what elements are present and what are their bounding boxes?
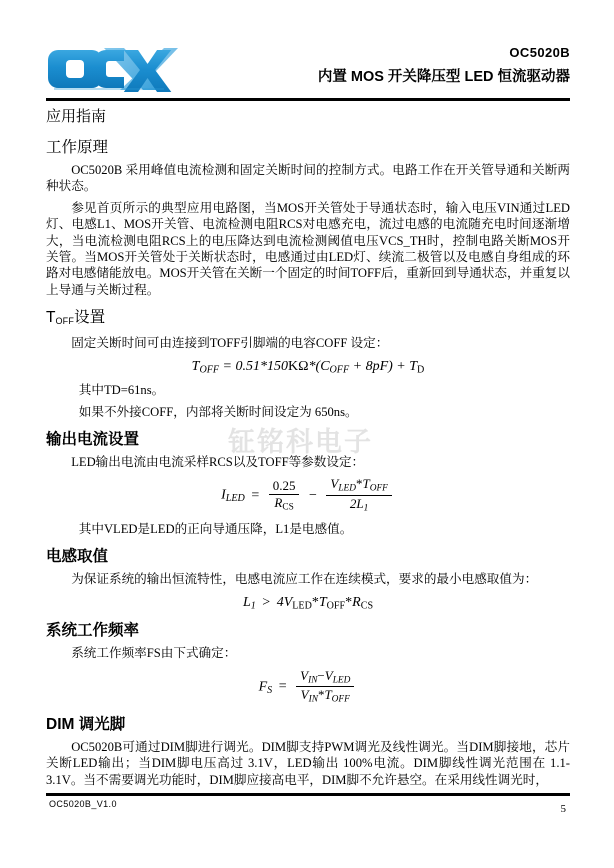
formula-toff-rhs-f-sub: D — [417, 364, 425, 376]
formula-iled-equals: = — [251, 487, 260, 503]
header-right-block — [318, 44, 570, 89]
page-title: 应用指南 — [46, 108, 107, 125]
formula-frequency — [46, 669, 570, 705]
formula-toff-rhs-a: = 0.51*150 — [222, 358, 288, 374]
toff-heading-main: T — [46, 309, 56, 327]
formula-iled-den1-sub: CS — [282, 502, 294, 513]
formula-inductor-lhs: L — [242, 594, 251, 610]
formula-iled-lhs-sub: LED — [225, 493, 245, 505]
formula-toff-rhs-c-sub: OFF — [329, 364, 350, 376]
formula-iled-den2 — [326, 496, 392, 514]
formula-toff-rhs-d: + 8 — [352, 358, 373, 374]
formula-toff — [46, 359, 570, 376]
formula-toff-rhs-c: C — [320, 358, 330, 374]
header-divider — [46, 98, 570, 101]
formula-frequency-num-a-sub: IN — [308, 674, 318, 685]
formula-frequency-lhs: F — [258, 678, 268, 694]
paragraph-output-current-1: LED输出电流由电流采样RCS以及TOFF等参数设定： — [71, 455, 365, 470]
formula-frequency-den-c-sub: OFF — [331, 694, 350, 705]
formula-iled-minus: − — [308, 487, 317, 503]
paragraph-toff-1: 固定关断时间可由连接到TOFF引脚端的电容COFF 设定： — [71, 336, 389, 351]
section-heading-inductor: 电感取值 — [46, 548, 109, 566]
formula-toff-kohm: KΩ — [288, 358, 309, 374]
formula-inductor-rhs-b: * — [311, 594, 319, 610]
paragraph-output-current-2: 其中VLED是LED的正向导通压降，L1是电感值。 — [78, 521, 353, 536]
part-number: OC5020B — [509, 45, 570, 60]
formula-frequency-den-a-sub: IN — [308, 694, 318, 705]
formula-frequency-den-a: V — [300, 687, 309, 703]
formula-toff-rhs-f: T — [409, 358, 418, 374]
formula-frequency-num-c-sub: LED — [332, 674, 351, 685]
section-heading-toff — [46, 307, 570, 332]
formula-frequency-num-a: V — [300, 667, 309, 683]
formula-inductor-rhs-c: T — [318, 594, 327, 610]
formula-iled-lhs: I — [221, 487, 226, 503]
formula-toff-pf: pF — [372, 358, 389, 374]
formula-toff-lhs-sub: OFF — [199, 364, 220, 376]
section-heading-principle: 工作原理 — [46, 139, 109, 156]
formula-toff-rhs-b: *( — [308, 358, 321, 374]
page-number: 5 — [560, 803, 566, 815]
formula-inductor-rhs-d: * — [345, 594, 353, 610]
paragraph-toff-2: 其中TD=61ns。 — [78, 383, 165, 398]
page-content — [46, 106, 570, 793]
formula-frequency-fraction — [296, 669, 354, 705]
page-header — [46, 44, 570, 96]
formula-inductor-rhs-c-sub: OFF — [326, 600, 346, 612]
formula-iled-num2 — [326, 477, 392, 496]
formula-frequency-den-b: * — [317, 687, 325, 703]
paragraph-principle-2: 参见首页所示的典型应用电路图，当MOS开关管处于导通状态时，输入电压VIN通过LED灯、电感L1、MOS开关管、电流检测电阻RCS对电感充电，流过电感的电流随充电时间逐渐增大，当电流检测电阻RCS上的电压降达到电流检测阈值电压VCS_TH时，控制电路关断MOS开关管。当MOS开关管处于关断状态时，电感通过由LED灯、续流二极管以及电感自身组成的环路对电感储能放电。MOS开关管在关断一个固定的时间TOFF后，重新回到导通状态，并重复以上导通与关断过程。 — [46, 200, 570, 297]
toff-heading-tail: 设置 — [74, 309, 106, 327]
formula-toff-lhs: T — [191, 358, 200, 374]
formula-inductor — [46, 595, 570, 612]
section-heading-output-current: 输出电流设置 — [46, 431, 140, 449]
paragraph-inductor-1: 为保证系统的输出恒流特性，电感电流应工作在连续模式，要求的最小电感取值为： — [71, 572, 538, 587]
paragraph-toff-3: 如果不外接COFF，内部将关断时间设定为 650ns。 — [78, 404, 358, 419]
paragraph-dim-1: OC5020B可通过DIM脚进行调光。DIM脚支持PWM调光及线性调光。当DIM脚接地，芯片关断LED输出；当DIM脚电压高过 3.1V，LED输出 100%电流。DIM脚线性调光范围在 1.1-3.1V。当不需要调光功能时，DIM脚应接高电平，DIM脚不允许悬空。在采用线性调光时， — [46, 739, 570, 787]
formula-frequency-den-c: T — [324, 687, 332, 703]
formula-iled-den1 — [269, 495, 300, 513]
section-heading-dim: DIM 调光脚 — [46, 715, 126, 733]
formula-iled-num2a-sub: LED — [338, 483, 356, 494]
formula-iled — [46, 477, 570, 513]
formula-iled-num2c: T — [362, 476, 370, 492]
formula-iled-den2-sub: 1 — [363, 503, 369, 514]
header-subtitle: 内置 MOS 开关降压型 LED 恒流驱动器 — [317, 69, 570, 85]
formula-toff-rhs-e: ) + — [388, 358, 406, 374]
watermark-text: 钲铭科电子 — [228, 427, 373, 457]
toff-heading-sub: OFF — [55, 316, 75, 327]
paragraph-frequency-1: 系统工作频率FS由下式确定： — [71, 646, 237, 661]
paragraph-principle-1: OC5020B 采用峰值电流检测和固定关断时间的控制方式。电路工作在开关管导通和关断两种状态。 — [46, 163, 570, 194]
formula-iled-fraction-2 — [326, 477, 392, 513]
formula-iled-den1-base: R — [274, 494, 283, 510]
formula-iled-num2c-sub: OFF — [369, 483, 388, 494]
document-id: OC5020B_V1.0 — [49, 799, 117, 809]
formula-inductor-rhs-e-sub: CS — [360, 600, 374, 612]
formula-frequency-denominator — [296, 687, 354, 705]
formula-frequency-num-c: V — [324, 667, 333, 683]
formula-inductor-rhs-e: R — [352, 594, 361, 610]
footer-divider — [46, 793, 570, 796]
formula-frequency-equals: = — [278, 678, 287, 694]
formula-iled-num2b: * — [355, 476, 363, 492]
formula-inductor-lhs-sub: 1 — [250, 600, 256, 612]
formula-inductor-op: > — [262, 594, 271, 610]
formula-frequency-numerator — [296, 669, 354, 688]
formula-iled-num1: 0.25 — [269, 479, 300, 495]
formula-inductor-rhs-a: 4V — [276, 594, 293, 610]
section-heading-frequency: 系统工作频率 — [46, 622, 140, 640]
formula-frequency-num-b: − — [317, 667, 325, 683]
formula-iled-fraction-1 — [269, 479, 300, 513]
formula-iled-den2-base: 2L — [349, 496, 364, 512]
ocx-logo — [46, 46, 178, 92]
formula-inductor-rhs-a-sub: LED — [292, 600, 312, 612]
formula-frequency-lhs-sub: S — [267, 684, 273, 696]
formula-iled-num2a: V — [330, 476, 339, 492]
